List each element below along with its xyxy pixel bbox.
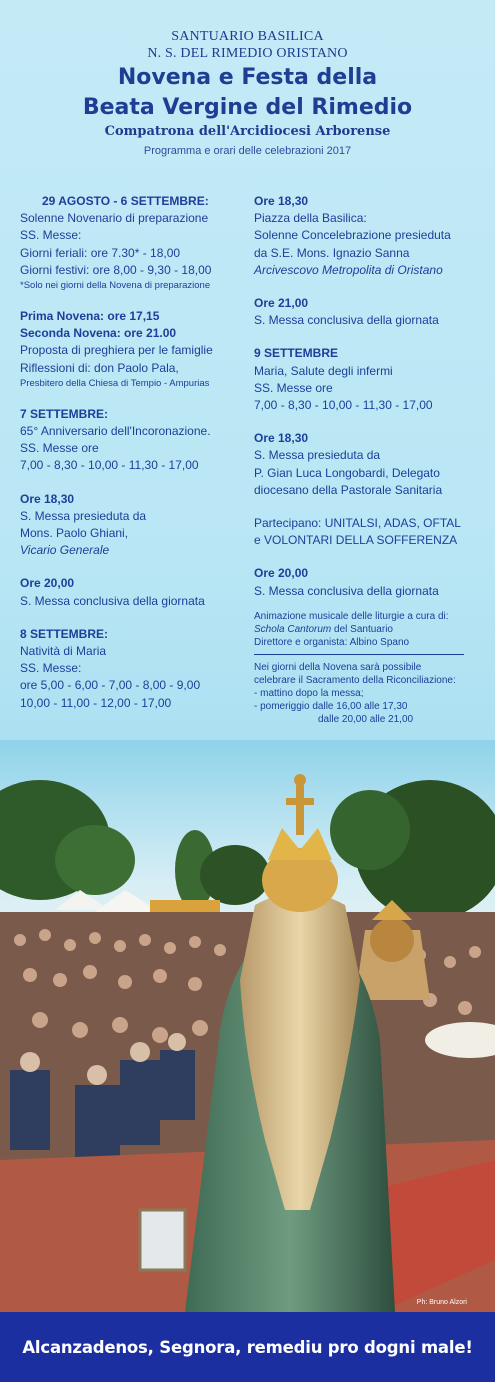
heading-sep8: 8 SETTEMBRE:: [20, 626, 109, 641]
first-novena: Prima Novena: ore 17,15: [20, 309, 160, 324]
invocation-banner: [0, 1312, 495, 1382]
family-prayer-line: Proposta di preghiera per le famiglie: [20, 343, 213, 358]
photo-credit: Ph: Bruno Alzori: [416, 1299, 467, 1306]
crowd-statue-illustration: [0, 740, 495, 1312]
presider-name: Mons. Paolo Ghiani,: [20, 526, 129, 541]
choir-suffix: del Santuario: [331, 623, 393, 635]
mass-presided-sep9: S. Messa presieduta da: [254, 448, 381, 463]
concelebration-line: Solenne Concelebrazione presieduta: [254, 228, 451, 243]
archbishop-title: Arcivescovo Metropolita di Oristano: [254, 262, 443, 277]
poster-subtitle: Compatrona dell'Arcidiocesi Arborense: [104, 124, 391, 139]
poster-header: [0, 28, 495, 157]
heading-sep7-2000: Ore 20,00: [20, 576, 75, 591]
holiday-times: Giorni festivi: ore 8,00 - 9,30 - 18,00: [20, 262, 212, 277]
music-credit-line2: [254, 623, 490, 636]
program-caption: Programma e orari delle celebrazioni 2017: [143, 145, 352, 157]
second-novena: Seconda Novena: ore 21.00: [20, 326, 177, 341]
delegate-title: diocesano della Pastorale Sanitaria: [254, 482, 443, 497]
masses-label: SS. Messe:: [20, 228, 82, 243]
heading-aug29-sep6: 29 AGOSTO - 6 SETTEMBRE:: [42, 194, 209, 208]
music-director: Direttore e organista: Albino Spano: [254, 636, 410, 648]
heading-sep7-1830: Ore 18,30: [20, 491, 75, 506]
confession-line1: Nei giorni della Novena sarà possibile: [254, 661, 422, 673]
anniversary-line: 65° Anniversario dell'Incoronazione.: [20, 424, 211, 439]
participants-line1: Partecipano: UNITALSI, ADAS, OFTAL: [254, 516, 461, 531]
sanctuary-name: SANTUARIO BASILICA: [171, 29, 324, 44]
choir-name: Schola Cantorum: [254, 623, 332, 635]
novena-footnote: *Solo nei giorni della Novena di preparazione: [20, 280, 211, 292]
masses-label-sep8: SS. Messe:: [20, 661, 82, 676]
music-credit-line1: Animazione musicale delle liturgie a cura di:: [254, 610, 449, 622]
confession-line5: dalle 20,00 alle 21,00: [318, 713, 414, 725]
mass-times-sep8-a: ore 5,00 - 6,00 - 7,00 - 8,00 - 9,00: [20, 678, 201, 693]
masses-label-sep9: SS. Messe ore: [254, 380, 333, 395]
presbyter-line: Presbitero della Chiesa di Tempio - Ampurias: [20, 377, 210, 389]
heading-sep9-1830: Ore 18,30: [254, 431, 309, 446]
mass-presided-line: S. Messa presieduta da: [20, 508, 147, 523]
delegate-name: P. Gian Luca Longobardi, Delegato: [254, 465, 440, 480]
mass-times-sep7: 7,00 - 8,30 - 10,00 - 11,30 - 17,00: [20, 458, 199, 473]
novenario-line: Solenne Novenario di preparazione: [20, 211, 209, 226]
sanctuary-location: N. S. DEL RIMEDIO ORISTANO: [147, 46, 348, 61]
heading-sep8-1830: Ore 18,30: [254, 194, 309, 208]
schedule-left-column: [20, 193, 252, 712]
heading-sep8-2100: Ore 21,00: [254, 296, 309, 311]
schedule-right-column: [254, 193, 490, 726]
health-of-sick-line: Maria, Salute degli infermi: [254, 363, 393, 378]
weekday-times: Giorni feriali: ore 7.30* - 18,00: [20, 245, 181, 260]
mass-times-sep8-b: 10,00 - 11,00 - 12,00 - 17,00: [20, 695, 172, 710]
confession-line2: celebrare il Sacramento della Riconciliazione:: [254, 674, 456, 686]
divider-rule: [254, 654, 464, 655]
poster-title-line2: Beata Vergine del Rimedio: [82, 95, 413, 120]
procession-photo: [0, 740, 495, 1312]
closing-mass-sep8: S. Messa conclusiva della giornata: [254, 313, 439, 328]
confession-line4: - pomeriggio dalle 16,00 alle 17,30: [254, 700, 408, 712]
heading-sep9: 9 SETTEMBRE: [254, 346, 339, 361]
basilica-square-line: Piazza della Basilica:: [254, 211, 367, 226]
invocation-text: Alcanzadenos, Segnora, remediu pro dogni male!: [22, 1337, 473, 1357]
poster-title-line1: Novena e Festa della: [117, 65, 378, 90]
masses-label-sep7: SS. Messe ore: [20, 441, 99, 456]
nativity-line: Natività di Maria: [20, 644, 107, 659]
heading-sep7: 7 SETTEMBRE:: [20, 406, 109, 421]
heading-sep9-2000: Ore 20,00: [254, 566, 309, 581]
closing-mass-sep7: S. Messa conclusiva della giornata: [20, 593, 205, 608]
reflections-line: Riflessioni di: don Paolo Pala,: [20, 360, 179, 375]
presider-title: Vicario Generale: [20, 543, 110, 558]
archbishop-name: da S.E. Mons. Ignazio Sanna: [254, 245, 410, 260]
closing-mass-sep9: S. Messa conclusiva della giornata: [254, 583, 439, 598]
confession-line3: - mattino dopo la messa;: [254, 687, 364, 699]
participants-line2: e VOLONTARI DELLA SOFFERENZA: [254, 533, 458, 548]
mass-times-sep9: 7,00 - 8,30 - 10,00 - 11,30 - 17,00: [254, 398, 433, 413]
